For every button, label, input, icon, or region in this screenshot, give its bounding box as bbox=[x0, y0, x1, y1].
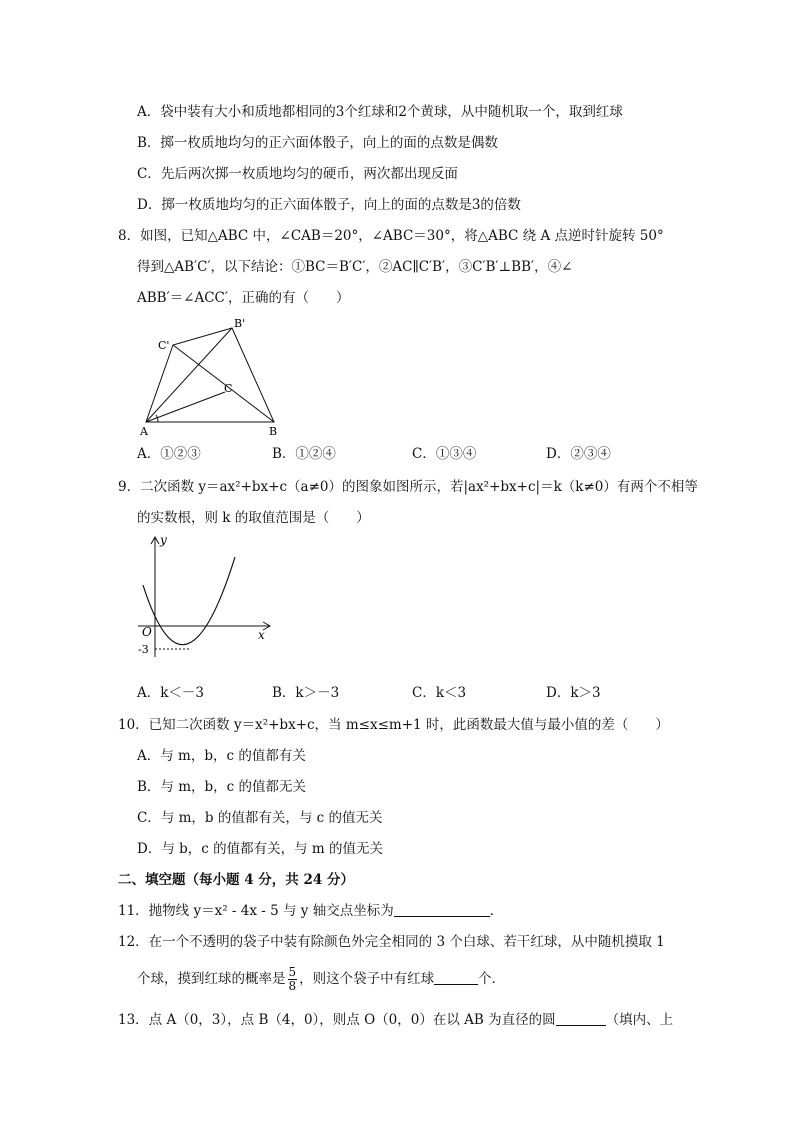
q7-option-a: A．袋中装有大小和质地都相同的3个红球和2个黄球，从中随机取一个，取到红球 bbox=[137, 104, 623, 120]
q9-option-c: C．k＜3 bbox=[412, 685, 467, 701]
q9-option-d: D．k＞3 bbox=[546, 685, 601, 701]
q8-stem-line1: 8．如图，已知△ABC 中，∠CAB＝20°，∠ABC＝30°，将△ABC 绕 A 点逆时针旋转 50° bbox=[118, 228, 664, 244]
q13-line bbox=[118, 1010, 673, 1030]
q7-option-c: C．先后两次掷一枚质地均匀的硬币，两次都出现反面 bbox=[137, 166, 458, 182]
q9-parabola-graph bbox=[130, 532, 280, 662]
label-b-prime: B' bbox=[234, 317, 246, 330]
fraction-denominator: 8 bbox=[288, 979, 297, 993]
q7-option-d: D．掷一枚质地均匀的正六面体骰子，向上的面的点数是3的倍数 bbox=[137, 197, 521, 213]
q8-option-c: C．①③④ bbox=[412, 446, 477, 462]
label-c-prime: C' bbox=[158, 339, 170, 352]
q11-line bbox=[118, 901, 503, 921]
q13-stem-tail: （填内、上 bbox=[605, 1012, 674, 1028]
q10-option-a: A．与 m，b，c 的值都有关 bbox=[137, 748, 306, 764]
q10-stem: 10．已知二次函数 y＝x²+bx+c，当 m≤x≤m+1 时，此函数最大值与最小值的差（ ） bbox=[118, 717, 669, 733]
label-b: B bbox=[269, 425, 278, 438]
q10-option-b: B．与 m，b，c 的值都无关 bbox=[137, 779, 307, 795]
q13-stem: 13．点 A（0，3），点 B（4，0），则点 O（0，0）在以 AB 为直径的圆 bbox=[118, 1012, 556, 1028]
q9-option-a: A．k＜－3 bbox=[137, 685, 205, 701]
label-c: C bbox=[224, 382, 233, 395]
label-neg3: -3 bbox=[138, 643, 149, 656]
parabola-curve bbox=[143, 557, 235, 645]
fraction-numerator: 5 bbox=[288, 965, 297, 979]
q8-stem-line2: 得到△AB′C′，以下结论：①BC＝B′C′，②AC∥C′B′，③C′B′⊥BB′，④∠ bbox=[137, 259, 573, 275]
segment-ac bbox=[146, 392, 225, 422]
q12-stem-line1: 12．在一个不透明的袋子中装有除颜色外完全相同的 3 个白球、若干红球，从中随机摸取 1 bbox=[118, 934, 665, 950]
label-y: y bbox=[160, 533, 167, 547]
q13-answer-blank[interactable] bbox=[556, 1011, 606, 1026]
q11-period: ． bbox=[489, 903, 504, 919]
q9-option-b: B．k＞－3 bbox=[272, 685, 340, 701]
q9-stem-line2: 的实数根，则 k 的取值范围是（ ） bbox=[137, 510, 370, 526]
q10-option-d: D．与 b，c 的值都有关，与 m 的值无关 bbox=[137, 841, 383, 857]
q12-stem-part1: 个球，摸到红球的概率是 bbox=[137, 971, 286, 987]
probability-fraction bbox=[288, 966, 298, 993]
q11-answer-blank[interactable] bbox=[394, 902, 490, 917]
q10-option-c: C．与 m，b 的值都有关，与 c 的值无关 bbox=[137, 810, 383, 826]
section-heading: 二、填空题（每小题 4 分，共 24 分） bbox=[118, 872, 354, 888]
q12-stem-part3: 个． bbox=[478, 971, 506, 987]
q8-option-a: A．①②③ bbox=[137, 446, 201, 462]
q12-stem-part2: ，则这个袋子中有红球 bbox=[299, 971, 435, 987]
q9-stem-line1: 9．二次函数 y＝ax²+bx+c（a≠0）的图象如图所示，若|ax²+bx+c|＝k（k≠0）有两个不相等 bbox=[118, 479, 698, 495]
q12-line2 bbox=[137, 966, 505, 993]
q11-stem: 11．抛物线 y＝x² - 4x - 5 与 y 轴交点坐标为 bbox=[118, 903, 394, 919]
q8-option-b: B．①②④ bbox=[272, 446, 336, 462]
q8-option-d: D．②③④ bbox=[546, 446, 611, 462]
label-a: A bbox=[140, 425, 148, 438]
label-x: x bbox=[258, 628, 265, 642]
q8-rotation-figure bbox=[130, 312, 300, 442]
q7-option-b: B．掷一枚质地均匀的正六面体骰子，向上的面的点数是偶数 bbox=[137, 135, 498, 151]
q8-stem-line3: ABB′＝∠ACC′，正确的有（ ） bbox=[137, 290, 350, 306]
q12-answer-blank[interactable] bbox=[434, 970, 478, 985]
label-origin: O bbox=[142, 625, 152, 639]
